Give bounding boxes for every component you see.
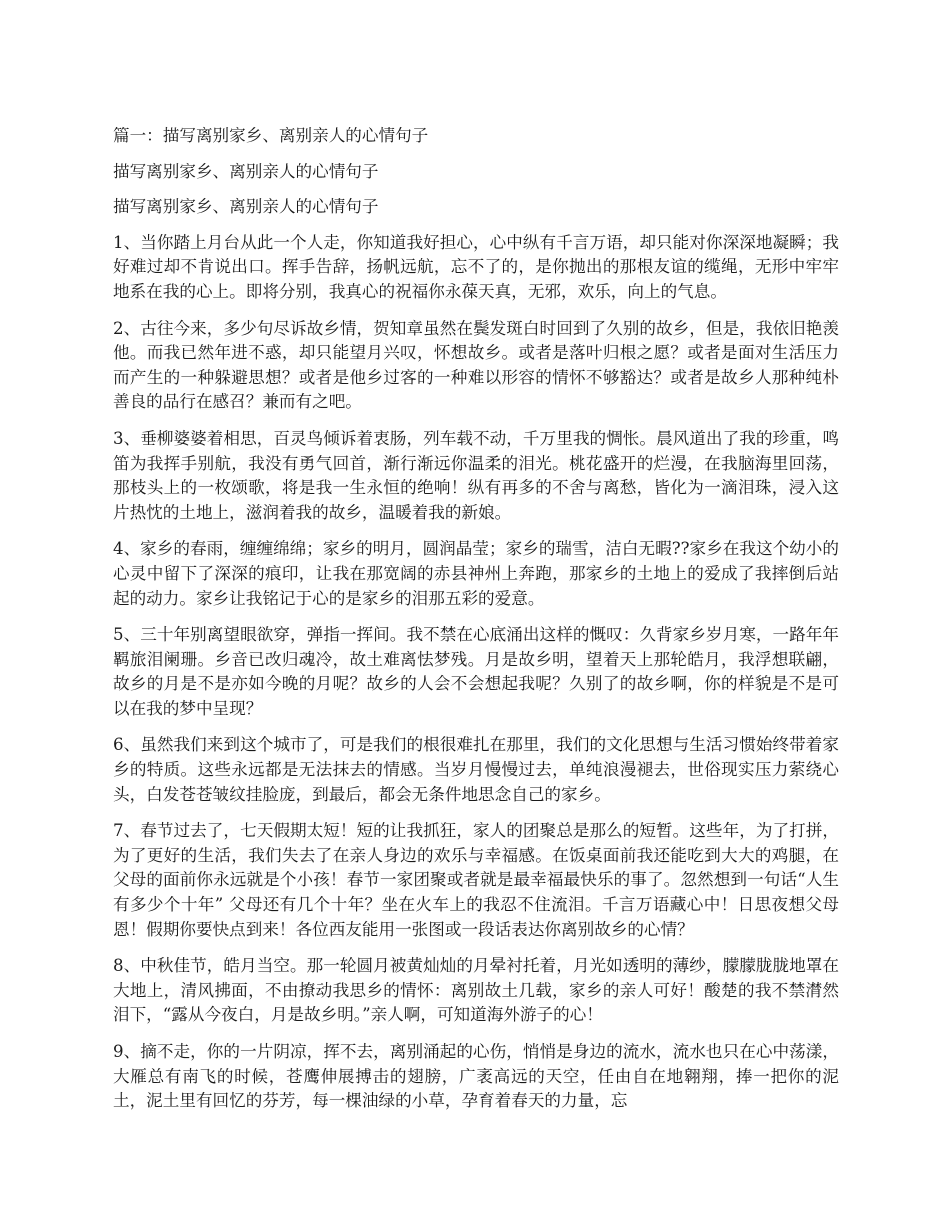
paragraph: 5、三十年别离望眼欲穿，弹指一挥间。我不禁在心底涌出这样的慨叹：久背家乡岁月寒，一路年年羁旅泪阑珊。乡音已改归魂冷，故土难离怯梦残。月是故乡明，望着天上那轮皓月，我浮想联翩，故乡的月是不是亦如今晚的月呢？故乡的人会不会想起我呢？久别了的故乡啊，你的样貌是不是可以在我的梦中呈现？ (113, 625, 839, 718)
document-subtitle: 描写离别家乡、离别亲人的心情句子 (113, 197, 379, 217)
document-page (113, 124, 839, 1126)
document-title: 篇一：描写离别家乡、离别亲人的心情句子 (113, 126, 429, 145)
paragraph: 9、摘不走，你的一片阴凉，挥不去，离别涌起的心伤，悄悄是身边的流水，流水也只在心中荡漾，大雁总有南飞的时候，苍鹰伸展搏击的翅膀，广袤高远的天空，任由自在地翱翔，捧一把你的泥土，泥土里有回忆的芬芳，每一棵油绿的小草，孕育着春天的力量，忘 (113, 1042, 839, 1111)
paragraph: 6、虽然我们来到这个城市了，可是我们的根很难扎在那里，我们的文化思想与生活习惯始终带着家乡的特质。这些永远都是无法抹去的情感。当岁月慢慢过去，单纯浪漫褪去，世俗现实压力萦绕心头，白发苍苍皱纹挂脸庞，到最后，都会无条件地思念自己的家乡。 (113, 735, 839, 804)
paragraph: 3、垂柳婆婆着相思，百灵鸟倾诉着衷肠，列车载不动，千万里我的惆怅。晨风道出了我的珍重，鸣笛为我挥手别航，我没有勇气回首，渐行渐远你温柔的泪光。桃花盛开的烂漫，在我脑海里回荡，那枝头上的一枚颂歌，将是我一生永恒的绝响！纵有再多的不舍与离愁，皆化为一滴泪珠，浸入这片热忱的土地上，滋润着我的故乡，温暖着我的新娘。 (113, 428, 839, 522)
paragraph: 8、中秋佳节，皓月当空。那一轮圆月被黄灿灿的月晕衬托着，月光如透明的薄纱，朦朦胧胧地罩在大地上，清风拂面，不由撩动我思乡的情怀：离别故土几载，家乡的亲人可好！酸楚的我不禁潸然泪下，“露从今夜白，月是故乡明。”亲人啊，可知道海外游子的心！ (113, 956, 839, 1025)
paragraph: 4、家乡的春雨，缠缠绵绵；家乡的明月，圆润晶莹；家乡的瑞雪，洁白无暇??家乡在我这个幼小的心灵中留下了深深的痕印，让我在那宽阔的赤县神州上奔跑，那家乡的土地上的爱成了我摔倒后站起的动力。家乡让我铭记于心的是家乡的泪那五彩的爱意。 (113, 539, 839, 608)
paragraph: 1、当你踏上月台从此一个人走，你知道我好担心，心中纵有千言万语，却只能对你深深地凝瞬；我好难过却不肯说出口。挥手告辞，扬帆远航，忘不了的，是你抛出的那根友谊的缆绳，无形中牢牢地系在我的心上。即将分别，我真心的祝福你永葆天真，无邪，欢乐，向上的气息。 (113, 232, 839, 301)
paragraph: 7、春节过去了，七天假期太短！短的让我抓狂，家人的团聚总是那么的短暂。这些年，为了打拼，为了更好的生活，我们失去了在亲人身边的欢乐与幸福感。在饭桌面前我还能吃到大大的鸡腿，在父母的面前你永远就是个小孩！春节一家团聚或者就是最幸福最快乐的事了。忽然想到一句话“人生有多少个十年” 父母还有几个十年？坐在火车上的我忍不住流泪。千言万语藏心中！日思夜想父母恩！假期你要快点到来！各位西友能用一张图或一段话表达你离别故乡的心情？ (113, 821, 839, 939)
paragraph: 2、古往今来，多少句尽诉故乡情，贺知章虽然在鬓发斑白时回到了久别的故乡，但是，我依旧艳羡他。而我已然年进不惑，却只能望月兴叹，怀想故乡。或者是落叶归根之愿？或者是面对生活压力而产生的一种躲避思想？或者是他乡过客的一种难以形容的情怀不够豁达？或者是故乡人那种纯朴善良的品行在感召？兼而有之吧。 (113, 318, 839, 412)
document-subtitle: 描写离别家乡、离别亲人的心情句子 (113, 161, 379, 181)
